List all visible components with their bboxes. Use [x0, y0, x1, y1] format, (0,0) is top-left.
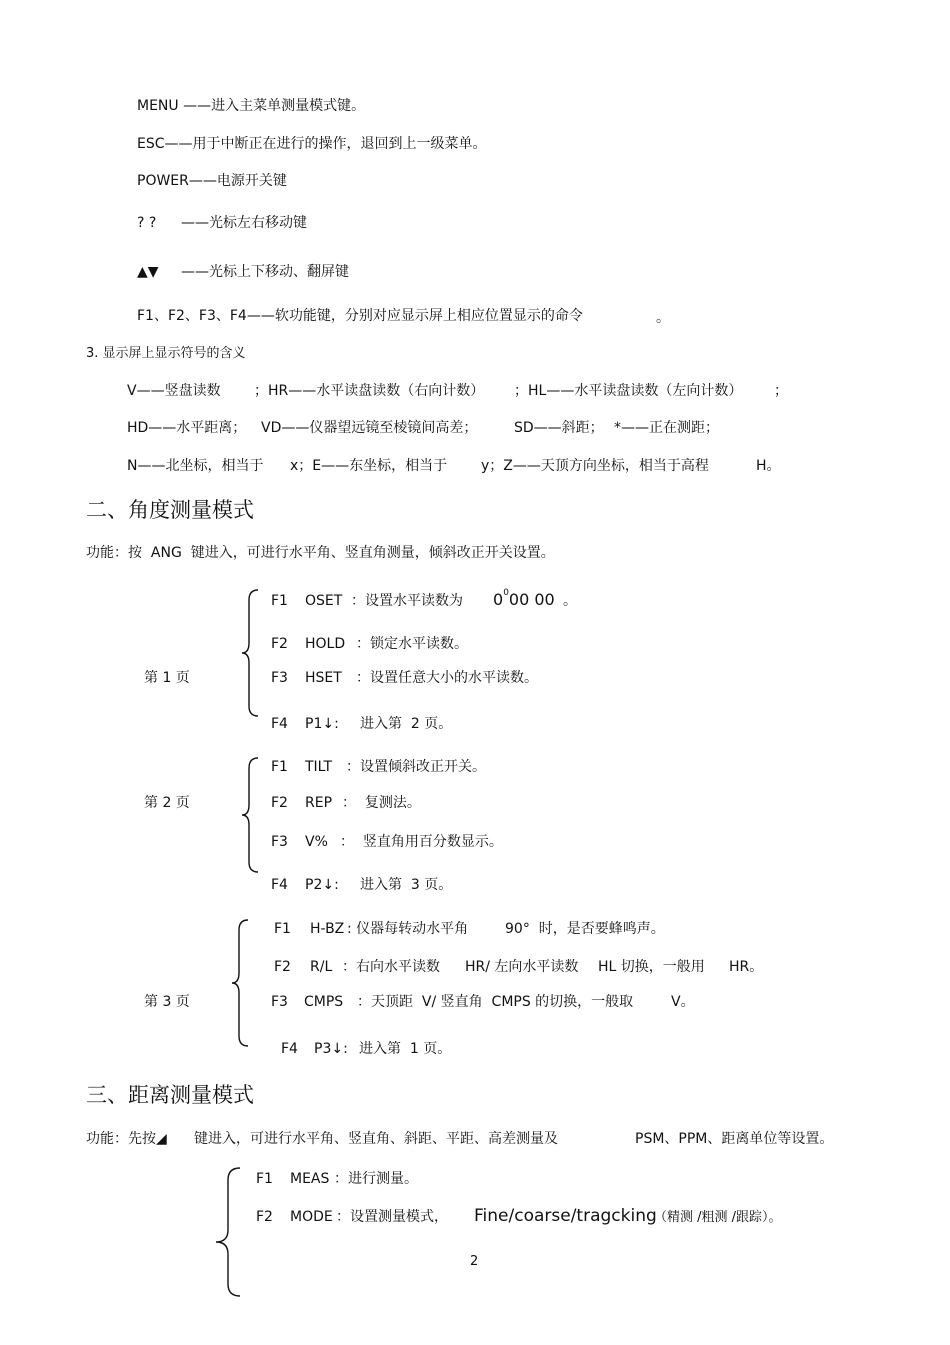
page3-f2-end: HR。 [729, 959, 764, 975]
page1-f4-key: F4 [271, 716, 288, 732]
page3-f2-switch: HL 切换，一般用 [598, 959, 705, 975]
page1-f3-desc: ：设置任意大小的水平读数。 [356, 670, 538, 686]
page3-f1-cmd: H-BZ [310, 921, 345, 937]
page3-f2-key: F2 [274, 959, 291, 975]
section3-f2-modes-cn: （精测 /粗测 /跟踪）。 [654, 1210, 782, 1225]
page2-f2-cmd: REP [305, 795, 333, 811]
page3-f1-key: F1 [274, 921, 291, 937]
section3-f2-desc: ：设置测量模式， [336, 1209, 448, 1225]
page3-brace [228, 918, 252, 1048]
section3-f2-cmd: MODE [290, 1209, 333, 1225]
page2-f1-key: F1 [271, 759, 288, 775]
section3-f2-modes: Fine/coarse/tragcking [474, 1206, 657, 1226]
page3-f2-cmd: R/L [310, 959, 333, 975]
page-number: 2 [470, 1254, 479, 1269]
page2-f4-cmd: P2↓: [305, 877, 339, 893]
symbol-hr: ；HR——水平读盘读数（右向计数） [254, 383, 485, 399]
menu-key-line: MENU ——进入主菜单测量模式键。 [137, 98, 366, 114]
page2-f4-desc: 进入第 3 页。 [360, 877, 453, 893]
symbol-hl: ；HL——水平读盘读数（左向计数） [514, 383, 743, 399]
function-keys-line: F1、F2、F3、F4——软功能键，分别对应显示屏上相应位置显示的命令 [137, 308, 583, 324]
page1-f2-cmd: HOLD [305, 636, 346, 652]
function-keys-end: 。 [656, 310, 670, 326]
page2-f4-key: F4 [271, 877, 288, 893]
page3-f1-beep: 90° 时，是否要蜂鸣声。 [505, 921, 665, 937]
page2-brace [238, 756, 262, 874]
power-key-line: POWER——电源开关键 [137, 173, 287, 189]
page1-label: 第 1 页 [144, 670, 190, 686]
esc-key-line: ESC——用于中断正在进行的操作，退回到上一级菜单。 [137, 136, 487, 152]
page2-f1-cmd: TILT [305, 759, 333, 775]
section2-function: 功能：按 ANG 键进入，可进行水平角、竖直角测量，倾斜改正开关设置。 [86, 545, 555, 561]
page1-f1-cmd: OSET [305, 593, 343, 609]
section2-title: 二、角度测量模式 [86, 498, 254, 522]
page3-f3-key: F3 [271, 994, 288, 1010]
section3-f2-key: F2 [256, 1209, 273, 1225]
page3-f4-desc: 进入第 1 页。 [359, 1041, 452, 1057]
page3-f3-end: V。 [671, 994, 695, 1010]
section3-function-c: PSM、PPM、距离单位等设置。 [635, 1131, 834, 1147]
left-right-key-desc: ——光标左右移动键 [181, 215, 307, 231]
page2-label: 第 2 页 [144, 795, 190, 811]
page1-f2-desc: ：锁定水平读数。 [356, 636, 468, 652]
symbol-e: x；E——东坐标，相当于 [290, 458, 448, 474]
page2-f3-cmd: V% [305, 834, 328, 850]
symbol-sd: SD——斜距； [514, 420, 604, 436]
page1-f2-key: F2 [271, 636, 288, 652]
page1-f3-key: F3 [271, 670, 288, 686]
symbol-measuring: *——正在测距； [614, 420, 719, 436]
page3-label: 第 3 页 [144, 994, 190, 1010]
section3-f1-desc: ：进行测量。 [334, 1171, 418, 1187]
section3-f1-key: F1 [256, 1171, 273, 1187]
section3-function-b: 键进入，可进行水平角、竖直角、斜距、平距、高差测量及 [194, 1131, 558, 1147]
symbol-v: V——竖盘读数 [127, 383, 221, 399]
page3-f1-desc: : 仪器每转动水平角 [347, 921, 469, 937]
symbol-h: H。 [756, 458, 781, 474]
page2-f1-desc: ：设置倾斜改正开关。 [346, 759, 486, 775]
up-down-key-desc: ——光标上下移动、翻屏键 [181, 264, 349, 280]
section3-brace [210, 1166, 244, 1298]
page2-f3-key: F3 [271, 834, 288, 850]
page1-f4-desc: 进入第 2 页。 [360, 716, 453, 732]
symbol-z: y；Z——天顶方向坐标，相当于高程 [481, 458, 709, 474]
section3-title: 三、距离测量模式 [86, 1083, 254, 1107]
page3-f3-desc: ：天顶距 V/ 竖直角 CMPS 的切换，一般取 [357, 994, 634, 1010]
section3-function-a: 功能：先按◢ [86, 1131, 167, 1147]
page3-f4-cmd: P3↓: [314, 1041, 348, 1057]
symbols-heading: 3. 显示屏上显示符号的含义 [86, 346, 246, 361]
page2-f2-key: F2 [271, 795, 288, 811]
page2-f3-desc: ： 竖直角用百分数显示。 [340, 834, 503, 850]
section3-f1-cmd: MEAS [290, 1171, 330, 1187]
page3-f4-key: F4 [281, 1041, 298, 1057]
left-right-symbol: ? ? [137, 215, 157, 231]
page1-f1-end: 。 [563, 593, 577, 609]
page3-f2-desc: ：右向水平读数 [342, 959, 440, 975]
symbol-line1-end: ； [774, 383, 788, 399]
page1-f4-cmd: P1↓: [305, 716, 339, 732]
page1-brace [238, 588, 262, 718]
symbol-hd: HD——水平距离； [127, 420, 247, 436]
page1-f3-cmd: HSET [305, 670, 342, 686]
page3-f2-hr-hl: HR/ 左向水平读数 [465, 959, 579, 975]
page2-f2-desc: ： 复测法。 [342, 795, 421, 811]
page1-f1-desc: ：设置水平读数为 [351, 593, 463, 609]
symbol-n: N——北坐标，相当于 [127, 458, 264, 474]
symbol-vd: VD——仪器望远镜至棱镜间高差； [261, 420, 478, 436]
page3-f3-cmd: CMPS [304, 994, 344, 1010]
page1-f1-key: F1 [271, 593, 288, 609]
page1-f1-value: $0^000$ 00 [493, 588, 555, 609]
up-down-symbol: ▲▼ [137, 264, 159, 280]
